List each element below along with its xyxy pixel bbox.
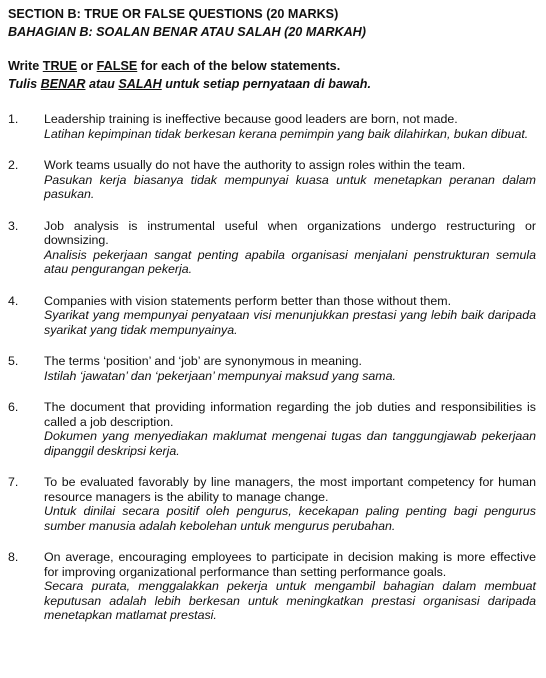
question-text-ms: Analisis pekerjaan sangat penting apabila organisasi menjalani penstrukturan semula atau pengurangan pekerja. — [44, 247, 536, 276]
question-item — [8, 219, 536, 277]
question-number: 5. — [8, 354, 19, 368]
question-item — [8, 550, 536, 623]
instruction-ms-false: SALAH — [118, 77, 162, 91]
question-text-en: Work teams usually do not have the authority to assign roles within the team. — [44, 158, 466, 172]
question-text-ms: Syarikat yang mempunyai penyataan visi menunjukkan prestasi yang lebih baik daripada syarikat yang tidak mempunyainya. — [44, 308, 536, 337]
question-item — [8, 475, 536, 533]
question-body — [44, 112, 536, 141]
question-item — [8, 354, 536, 383]
question-body — [44, 294, 536, 338]
question-text-ms: Istilah ‘jawatan’ dan ‘pekerjaan’ mempunyai maksud yang sama. — [44, 368, 396, 383]
instruction-ms — [8, 76, 536, 92]
question-text-ms: Untuk dinilai secara positif oleh pengurus, kecekapan paling penting bagi pengurus sumber manusia adalah kebolehan untuk mengurus perubahan. — [44, 504, 536, 533]
question-body — [44, 400, 536, 458]
question-number: 7. — [8, 475, 19, 489]
question-number: 1. — [8, 112, 19, 126]
question-body — [44, 219, 536, 277]
question-number: 2. — [8, 158, 19, 172]
instruction-en-true: TRUE — [42, 59, 78, 73]
question-text-ms: Pasukan kerja biasanya tidak mempunyai kuasa untuk menetapkan peranan dalam pasukan. — [44, 172, 536, 201]
question-number: 3. — [8, 218, 19, 233]
question-number: 6. — [8, 400, 19, 414]
instruction-ms-true: BENAR — [40, 77, 86, 91]
question-text-en: The terms ‘position’ and ‘job’ are synonymous in meaning. — [44, 354, 362, 368]
question-text-en: On average, encouraging employees to participate in decision making is more effective for improving organizational performance than setting performance goals. — [44, 550, 536, 579]
instruction-en-false: FALSE — [96, 59, 138, 73]
instruction-ms-pre: Tulis — [8, 77, 41, 91]
question-body — [44, 354, 536, 383]
question-body — [44, 158, 536, 202]
question-body — [44, 475, 536, 533]
question-text-en: To be evaluated favorably by line managers, the most important competency for human resource managers is the ability to manage change. — [44, 475, 536, 504]
question-text-ms: Secara purata, menggalakkan pekerja untuk mengambil bahagian dalam membuat keputusan adalah lebih berkesan untuk meningkatkan prestasi organisasi daripada menetapkan matlamat prestasi. — [44, 579, 536, 622]
question-item — [8, 158, 536, 202]
question-text-en: Leadership training is ineffective because good leaders are born, not made. — [44, 112, 458, 126]
question-number: 8. — [8, 550, 19, 564]
question-text-ms: Dokumen yang menyediakan maklumat mengenai tugas dan tanggungjawab pekerjaan dipanggil deskripsi kerja. — [44, 429, 536, 458]
instruction-ms-post: untuk setiap pernyataan di bawah. — [161, 77, 371, 91]
question-item — [8, 294, 536, 338]
instruction-en-post: for each of the below statements. — [137, 59, 341, 73]
question-item — [8, 112, 536, 141]
section-title-en: SECTION B: TRUE OR FALSE QUESTIONS (20 MARKS) — [8, 7, 339, 21]
question-item — [8, 400, 536, 458]
instruction-en-or: or — [77, 59, 97, 73]
question-body — [44, 550, 536, 623]
question-text-en: Companies with vision statements perform better than those without them. — [44, 293, 452, 308]
section-title-ms: BAHAGIAN B: SOALAN BENAR ATAU SALAH (20 MARKAH) — [8, 25, 366, 39]
instruction-ms-or: atau — [85, 77, 119, 91]
instruction-en — [8, 58, 536, 74]
question-text-en: The document that providing information regarding the job duties and responsibilities is called a job description. — [44, 400, 536, 429]
question-text-en: Job analysis is instrumental useful when organizations undergo restructuring or downsizing. — [44, 218, 536, 247]
question-text-ms: Latihan kepimpinan tidak berkesan kerana pemimpin yang baik dilahirkan, bukan dibuat. — [44, 126, 529, 141]
instruction-en-pre: Write — [8, 59, 43, 73]
question-list — [8, 112, 536, 623]
question-number: 4. — [8, 293, 19, 308]
